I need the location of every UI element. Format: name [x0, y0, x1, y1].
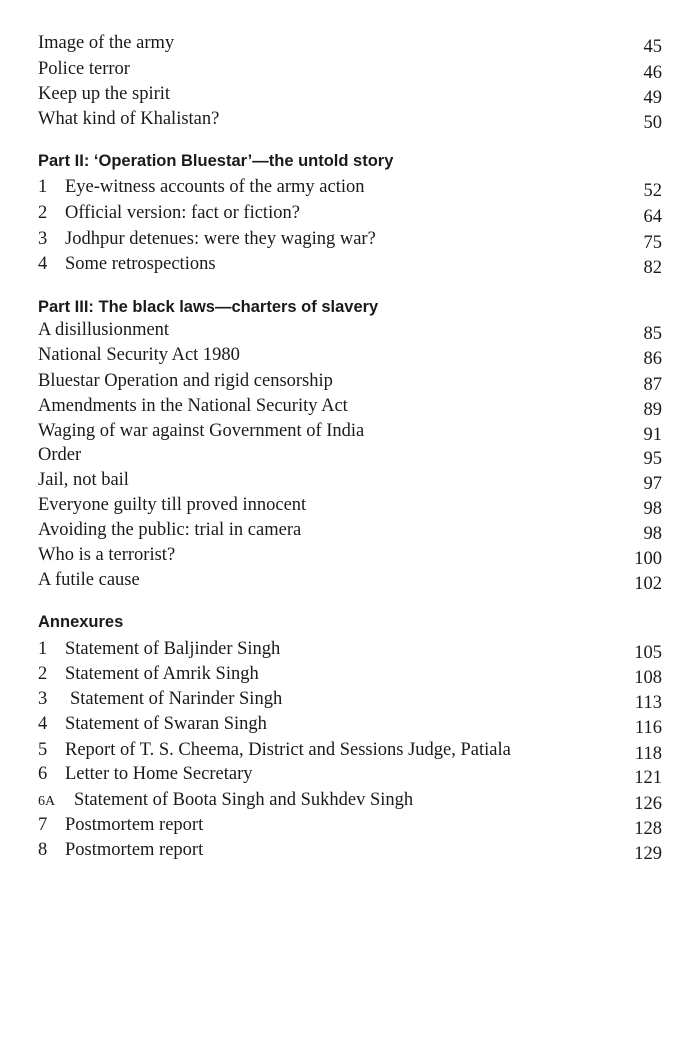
- toc-entry: [38, 177, 662, 201]
- entry-number: 4: [38, 714, 48, 734]
- toc-entry: [38, 740, 662, 764]
- entry-page: 49: [643, 88, 662, 108]
- entry-page: 89: [643, 400, 662, 420]
- entry-page: 105: [634, 643, 662, 663]
- toc-entry: [38, 371, 662, 395]
- entry-page: 87: [643, 375, 662, 395]
- entry-page: 64: [643, 207, 662, 227]
- entry-title: Postmortem report: [65, 815, 204, 835]
- entry-page: 86: [643, 349, 662, 369]
- entry-title: National Security Act 1980: [38, 345, 240, 365]
- toc-entry: [38, 229, 662, 253]
- toc-entry: [38, 254, 662, 278]
- entry-title: Report of T. S. Cheema, District and Sessions Judge, Patiala: [65, 740, 511, 760]
- section-heading-annexures: Annexures: [38, 613, 124, 631]
- toc-entry: [38, 764, 662, 788]
- entry-number: 2: [38, 203, 48, 223]
- entry-title: A disillusionment: [38, 320, 170, 340]
- entry-number: 1: [38, 639, 48, 659]
- entry-page: 52: [643, 181, 662, 201]
- entry-number: 5: [38, 740, 48, 760]
- entry-number: 6A: [38, 794, 56, 809]
- toc-entry: [38, 445, 662, 469]
- entry-title: Official version: fact or fiction?: [65, 203, 300, 223]
- toc-entry: [38, 470, 662, 494]
- toc-entry: [38, 815, 662, 839]
- entry-title: Statement of Swaran Singh: [65, 714, 267, 734]
- entry-page: 95: [643, 449, 662, 469]
- entry-title: Statement of Narinder Singh: [70, 689, 283, 709]
- entry-page: 97: [643, 474, 662, 494]
- entry-title: Order: [38, 445, 82, 465]
- entry-title: Statement of Amrik Singh: [65, 664, 259, 684]
- entry-page: 102: [634, 574, 662, 594]
- entry-page: 46: [643, 63, 662, 83]
- entry-title: A futile cause: [38, 570, 140, 590]
- toc-entry: [38, 714, 662, 738]
- entry-title: Who is a terrorist?: [38, 545, 176, 565]
- entry-title: Statement of Baljinder Singh: [65, 639, 281, 659]
- section-heading-part-2: Part II: ‘Operation Bluestar’—the untold story: [38, 152, 394, 170]
- entry-title: Image of the army: [38, 33, 175, 53]
- entry-page: 128: [634, 819, 662, 839]
- entry-page: 85: [643, 324, 662, 344]
- entry-number: 1: [38, 177, 48, 197]
- entry-title: Police terror: [38, 59, 130, 79]
- entry-page: 98: [643, 524, 662, 544]
- entry-title: Some retrospections: [65, 254, 216, 274]
- entry-page: 129: [634, 844, 662, 864]
- toc-entry: [38, 495, 662, 519]
- entry-page: 121: [634, 768, 662, 788]
- entry-page: 91: [643, 425, 662, 445]
- entry-number: 6: [38, 764, 48, 784]
- entry-page: 113: [634, 693, 662, 713]
- entry-number: 8: [38, 840, 48, 860]
- entry-title: Bluestar Operation and rigid censorship: [38, 371, 333, 391]
- toc-entry: [38, 421, 662, 445]
- toc-entry: [38, 109, 662, 133]
- entry-title: Avoiding the public: trial in camera: [38, 520, 302, 540]
- section-heading-part-3: Part III: The black laws—charters of slavery: [38, 298, 379, 316]
- toc-entry: [38, 790, 662, 814]
- entry-number: 4: [38, 254, 48, 274]
- toc-entry: [38, 520, 662, 544]
- entry-title: Waging of war against Government of India: [38, 421, 365, 441]
- entry-title: Letter to Home Secretary: [65, 764, 253, 784]
- entry-page: 108: [634, 668, 662, 688]
- entry-page: 116: [634, 718, 662, 738]
- toc-entry: [38, 396, 662, 420]
- toc-entry: [38, 689, 662, 713]
- entry-title: Postmortem report: [65, 840, 204, 860]
- entry-title: Amendments in the National Security Act: [38, 396, 348, 416]
- entry-page: 75: [643, 233, 662, 253]
- entry-page: 45: [643, 37, 662, 57]
- entry-page: 82: [643, 258, 662, 278]
- toc-entry: [38, 840, 662, 864]
- toc-entry: [38, 545, 662, 569]
- toc-entry: [38, 345, 662, 369]
- entry-title: Jail, not bail: [38, 470, 129, 490]
- entry-number: 2: [38, 664, 48, 684]
- entry-page: 118: [634, 744, 662, 764]
- entry-page: 126: [634, 794, 662, 814]
- entry-title: Everyone guilty till proved innocent: [38, 495, 307, 515]
- toc-entry: [38, 203, 662, 227]
- toc-entry: [38, 33, 662, 57]
- toc-entry: [38, 84, 662, 108]
- toc-entry: [38, 59, 662, 83]
- entry-number: 3: [38, 229, 48, 249]
- toc-entry: [38, 570, 662, 594]
- entry-page: 50: [643, 113, 662, 133]
- toc-entry: [38, 320, 662, 344]
- entry-number: 7: [38, 815, 48, 835]
- toc-entry: [38, 664, 662, 688]
- entry-title: Jodhpur detenues: were they waging war?: [65, 229, 376, 249]
- entry-title: Statement of Boota Singh and Sukhdev Singh: [74, 790, 414, 810]
- entry-number: 3: [38, 689, 48, 709]
- entry-title: What kind of Khalistan?: [38, 109, 220, 129]
- toc-entry: [38, 639, 662, 663]
- entry-title: Eye-witness accounts of the army action: [65, 177, 365, 197]
- entry-page: 100: [634, 549, 662, 569]
- entry-title: Keep up the spirit: [38, 84, 171, 104]
- entry-page: 98: [643, 499, 662, 519]
